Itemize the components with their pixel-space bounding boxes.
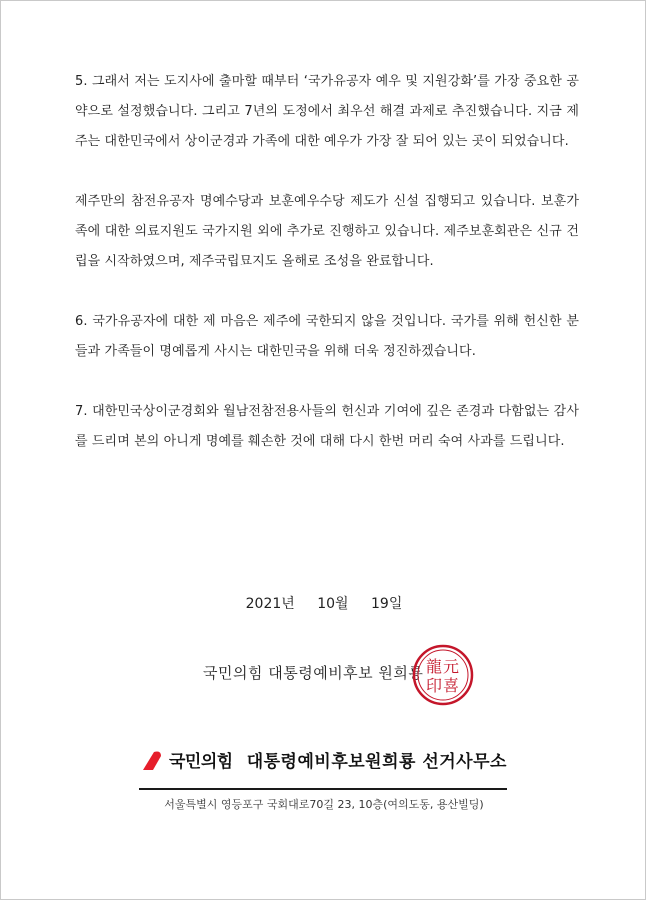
party-name: 국민의힘 xyxy=(169,752,233,772)
footer-divider xyxy=(139,788,507,790)
paragraph-7: 7. 대한민국상이군경회와 월남전참전용사들의 헌신과 기여에 깊은 존경과 다함없는 감사를 드리며 본의 아니게 명예를 훼손한 것에 대해 다시 한번 머리 숙여 사과를 드립니다. xyxy=(75,404,579,449)
footer-header xyxy=(141,747,507,772)
statement-body xyxy=(75,67,579,487)
party-logo-icon xyxy=(141,748,163,772)
document-date: 2021년 10월 19일 xyxy=(245,596,403,612)
signer-line: 국민의힘 대통령예비후보 원희룡 xyxy=(203,664,424,682)
office-address: 서울특별시 영등포구 국회대로70길 23, 10층(여의도동, 용산빌딩) xyxy=(164,798,484,811)
seal-char-3: 龍 xyxy=(425,657,443,676)
paragraph-5: 5. 그래서 저는 도지사에 출마할 때부터 ‘국가유공자 예우 및 지원강화’를 가장 중요한 공약으로 설정했습니다. 그리고 7년의 도정에서 최우선 해결 과제로 추진했습니다. 지금 제주는 대한민국에서 상이군경과 가족에 대한 예우가 가장 잘 되어 있는 곳이 되었습니다. xyxy=(75,74,579,149)
seal-char-1: 元 xyxy=(442,657,460,676)
paragraph-6: 6. 국가유공자에 대한 제 마음은 제주에 국한되지 않을 것입니다. 국가를 위해 헌신한 분들과 가족들이 명예롭게 사시는 대한민국을 위해 더욱 정진하겠습니다. xyxy=(75,314,579,359)
seal-char-4: 印 xyxy=(425,676,443,695)
paragraph-jeju-benefits: 제주만의 참전유공자 명예수당과 보훈예우수당 제도가 신설 집행되고 있습니다. 보훈가족에 대한 의료지원도 국가지원 외에 추가로 진행하고 있습니다. 제주보훈회관은 신규 건립을 시작하였으며, 제주국립묘지도 올해로 조성을 완료합니다. xyxy=(75,194,579,269)
campaign-office-name: 대통령예비후보원희룡 선거사무소 xyxy=(246,752,507,772)
seal-char-2: 喜 xyxy=(442,676,460,695)
seal-stamp-icon xyxy=(411,643,475,707)
